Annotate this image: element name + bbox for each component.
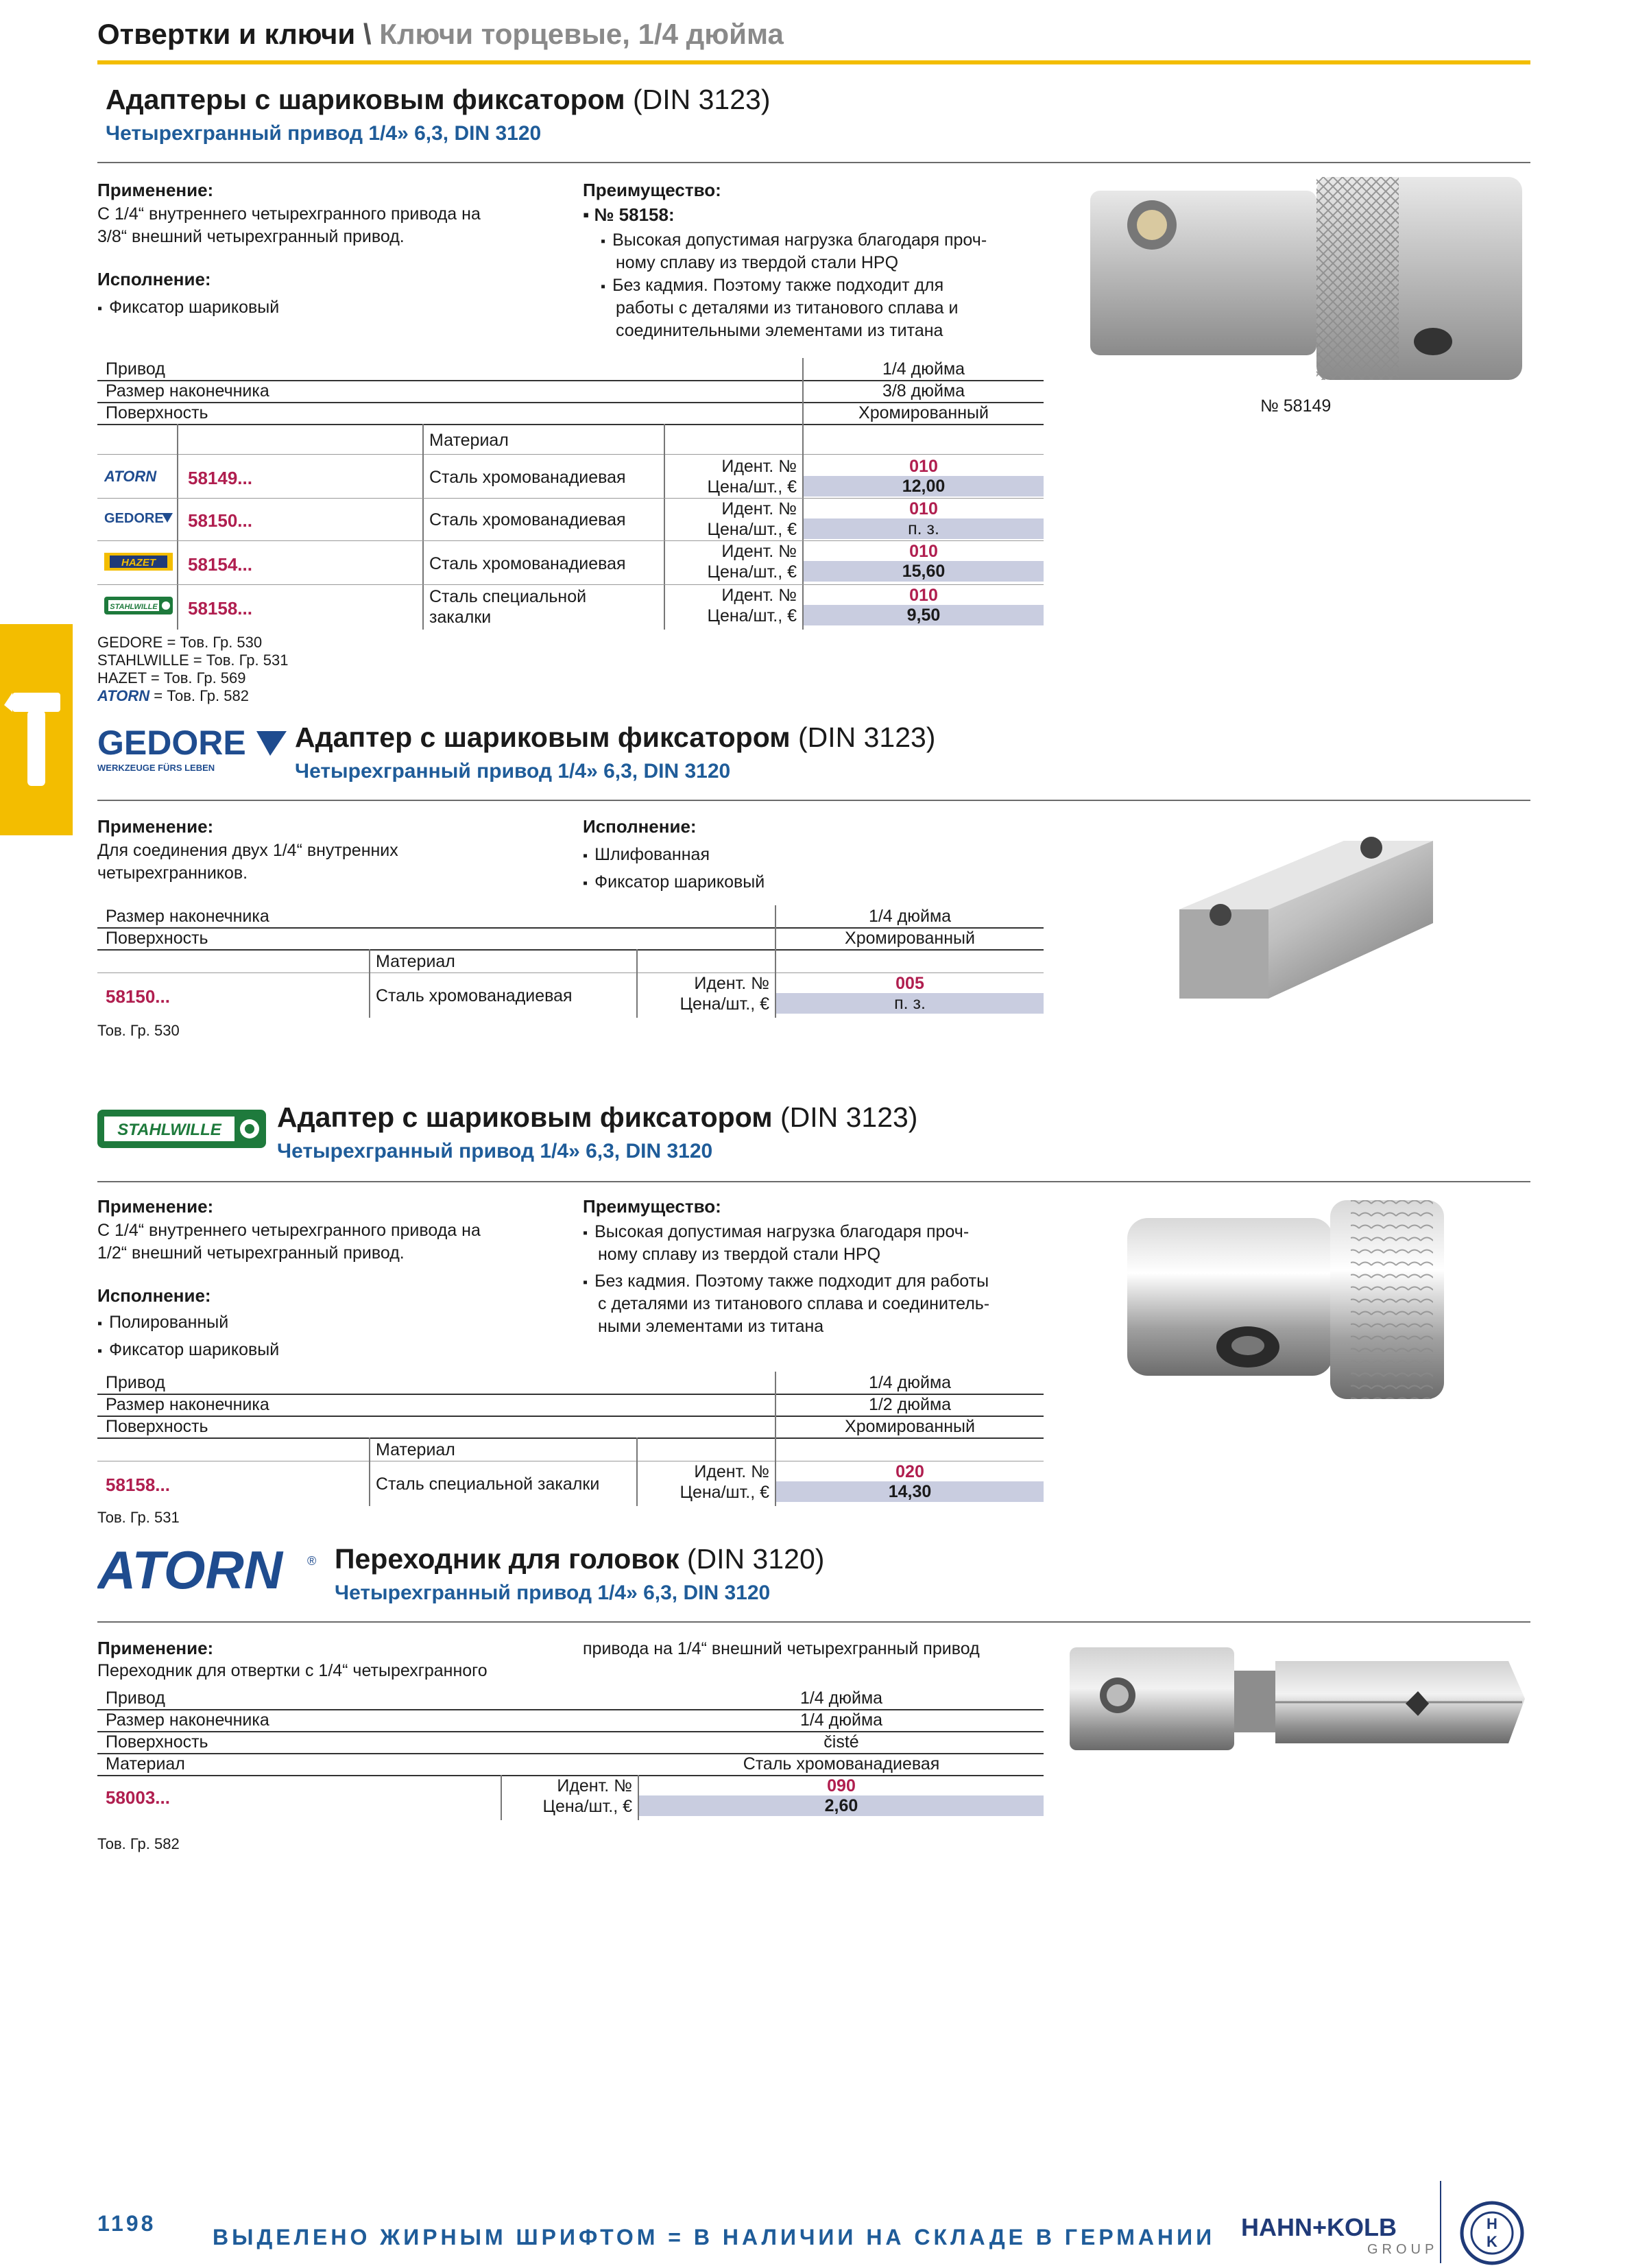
- s3-adv-item-2a: ▪ Без кадмия. Поэтому также подходит для работы: [583, 1270, 989, 1294]
- gedore-adapter-photo: [1166, 820, 1440, 1019]
- s1-footnote-4-text: = Тов. Гр. 582: [149, 687, 249, 704]
- s1-photo-caption: № 58149: [1260, 396, 1332, 416]
- s4-footnote: Тов. Гр. 582: [97, 1835, 180, 1852]
- s2-title: [295, 721, 935, 754]
- stahlwille-logo-small: [104, 595, 173, 616]
- s3-surface-label: Поверхность: [106, 1417, 208, 1436]
- s1-tip-label: Размер наконечника: [106, 381, 269, 401]
- atorn-logo: [97, 1544, 324, 1599]
- s4-tip-label: Размер наконечника: [106, 1710, 269, 1730]
- s3-title-din: (DIN 3123): [780, 1101, 918, 1133]
- s1-title: [106, 84, 770, 116]
- s4-title: [335, 1543, 824, 1575]
- s2-app-text-2: четырехгранников.: [97, 863, 248, 883]
- s4-surface-label: Поверхность: [106, 1732, 208, 1752]
- s2-price-label: Цена/шт., €: [679, 994, 769, 1014]
- s1-spec-table: [97, 358, 1044, 632]
- s1-drive-label: Привод: [106, 359, 165, 379]
- s1-exec-item: ▪ Фиксатор шариковый: [97, 296, 279, 320]
- s4-drive-value: 1/4 дюйма: [799, 1688, 883, 1708]
- s1-footnote-3: HAZET = Тов. Гр. 569: [97, 669, 246, 687]
- s3-title-bold: Адаптер с шариковым фиксатором: [277, 1101, 773, 1133]
- stock-note: ВЫДЕЛЕНО ЖИРНЫМ ШРИФТОМ = В НАЛИЧИИ НА СКЛАДЕ В ГЕРМАНИИ: [213, 2225, 1216, 2249]
- s1-row3-price-label: Цена/шт., €: [707, 562, 797, 582]
- s1-row1-id: 010: [909, 457, 938, 476]
- s3-app-text-1: С 1/4“ внутреннего четырехгранного привода на: [97, 1221, 481, 1240]
- s3-material: Сталь специальной закалки: [376, 1475, 600, 1494]
- s1-row2-price: п. з.: [804, 518, 1044, 539]
- page-header: [97, 18, 784, 51]
- s1-title-din: (DIN 3123): [632, 84, 771, 115]
- hammer-icon: [0, 624, 73, 835]
- gedore-logo-small: [104, 509, 173, 529]
- s1-adv-item-2a: ▪ Без кадмия. Поэтому также подходит для: [601, 274, 943, 298]
- s4-title-bold: Переходник для головок: [335, 1543, 679, 1575]
- s1-row3-price: 15,60: [804, 561, 1044, 582]
- s3-tip-value: 1/2 дюйма: [868, 1395, 952, 1414]
- s1-row1-ident-label: Идент. №: [721, 457, 797, 476]
- s1-app-text-2: 3/8“ внешний четырехгранный привод.: [97, 227, 405, 246]
- s1-row4-material-2: закалки: [429, 608, 492, 627]
- s1-row2-price-label: Цена/шт., €: [707, 520, 797, 539]
- s2-spec-table: [97, 905, 1044, 1015]
- s4-material-value: Сталь хромованадиевая: [743, 1754, 940, 1774]
- s2-article[interactable]: 58150...: [106, 986, 170, 1007]
- hahn-kolb-emblem-icon: [1458, 2200, 1526, 2266]
- svg-text:®: ®: [307, 1554, 317, 1568]
- s1-row4-ident-label: Идент. №: [721, 586, 797, 605]
- s3-adv-item-2b: с деталями из титанового сплава и соединитель-: [598, 1294, 990, 1313]
- s2-title-bold: Адаптер с шариковым фиксатором: [295, 721, 791, 753]
- s1-row2-article[interactable]: 58150...: [188, 510, 252, 531]
- s4-id: 090: [827, 1776, 856, 1795]
- gedore-logo: [97, 726, 287, 776]
- s3-exec-item-2: ▪ Фиксатор шариковый: [97, 1339, 279, 1363]
- s1-drive-value: 1/4 дюйма: [882, 359, 965, 379]
- s3-app-label: Применение:: [97, 1196, 214, 1217]
- s4-drive-label: Привод: [106, 1688, 165, 1708]
- s1-row2-id: 010: [909, 499, 938, 518]
- s3-footnote: Тов. Гр. 531: [97, 1509, 180, 1526]
- s1-footnote-4: [97, 687, 249, 705]
- s3-surface-value: Хромированный: [845, 1417, 975, 1436]
- s1-row3-id: 010: [909, 542, 938, 561]
- s1-adv-item-1b: ному сплаву из твердой стали HPQ: [616, 253, 899, 272]
- s4-app-label: Применение:: [97, 1638, 214, 1658]
- s3-rule: [97, 1181, 1530, 1182]
- s3-title: [277, 1101, 917, 1134]
- gedore-tagline: WERKZEUGE FÜRS LEBEN: [97, 763, 215, 773]
- s1-adv-label: Преимущество:: [583, 180, 721, 200]
- s4-app-text-2: привода на 1/4“ внешний четырехгранный привод: [583, 1639, 980, 1658]
- s1-row4-price: 9,50: [804, 605, 1044, 625]
- s2-exec-item-2: ▪ Фиксатор шариковый: [583, 871, 765, 895]
- s3-adv-item-1a: ▪ Высокая допустимая нагрузка благодаря проч-: [583, 1221, 969, 1245]
- s4-subtitle: Четырехгранный привод 1/4» 6,3, DIN 3120: [335, 1581, 771, 1604]
- s3-exec-label: Исполнение:: [97, 1285, 211, 1306]
- adapter-58149-photo: [1083, 177, 1522, 383]
- s1-material-header: Материал: [429, 431, 509, 450]
- s3-price-label: Цена/шт., €: [679, 1483, 769, 1502]
- stahlwille-adapter-photo: [1124, 1197, 1447, 1403]
- s1-adv-number: ▪ № 58158:: [583, 204, 675, 225]
- group-text: GROUP: [1367, 2242, 1439, 2256]
- s1-row2-material: Сталь хромованадиевая: [429, 510, 626, 529]
- atorn-logo-small: [104, 468, 173, 484]
- s2-app-text-1: Для соединения двух 1/4“ внутренних: [97, 841, 398, 860]
- s4-material-label: Материал: [106, 1754, 185, 1774]
- s1-row4-material-1: Сталь специальной: [429, 587, 587, 606]
- side-tab: [0, 624, 73, 835]
- s2-exec-label: Исполнение:: [583, 816, 697, 837]
- s4-price-label: Цена/шт., €: [542, 1797, 632, 1816]
- s1-footnote-1: GEDORE = Тов. Гр. 530: [97, 634, 263, 651]
- s1-surface-label: Поверхность: [106, 403, 208, 422]
- s3-adv-item-2c: ными элементами из титана: [598, 1317, 824, 1336]
- s3-ident-label: Идент. №: [694, 1462, 769, 1481]
- s2-rule: [97, 800, 1530, 801]
- svg-text:H: H: [1487, 2215, 1497, 2232]
- s1-row2-ident-label: Идент. №: [721, 499, 797, 518]
- page-number: 1198: [97, 2211, 156, 2236]
- s2-price: п. з.: [776, 993, 1044, 1014]
- s4-ident-label: Идент. №: [557, 1776, 632, 1795]
- svg-text:K: K: [1487, 2233, 1497, 2250]
- s3-tip-label: Размер наконечника: [106, 1395, 269, 1414]
- header-category: Отвертки и ключи: [97, 18, 356, 50]
- s3-subtitle: Четырехгранный привод 1/4» 6,3, DIN 3120: [277, 1140, 713, 1162]
- s1-adv-item-1a: ▪ Высокая допустимая нагрузка благодаря проч-: [601, 229, 987, 253]
- header-rule: [97, 60, 1530, 64]
- s2-footnote: Тов. Гр. 530: [97, 1022, 180, 1039]
- footer-divider: [1440, 2181, 1441, 2263]
- s3-drive-label: Привод: [106, 1373, 165, 1392]
- s3-article[interactable]: 58158...: [106, 1475, 170, 1495]
- svg-text:ATORN: ATORN: [97, 1544, 283, 1599]
- svg-text:ATORN: ATORN: [104, 468, 157, 484]
- s2-tip-label: Размер наконечника: [106, 907, 269, 926]
- s3-drive-value: 1/4 дюйма: [868, 1373, 952, 1392]
- s2-subtitle: Четырехгранный привод 1/4» 6,3, DIN 3120: [295, 760, 731, 783]
- s2-exec-item-1: ▪ Шлифованная: [583, 844, 710, 868]
- s1-row3-ident-label: Идент. №: [721, 542, 797, 561]
- s4-title-din: (DIN 3120): [686, 1543, 825, 1575]
- s1-footnote-2: STAHLWILLE = Тов. Гр. 531: [97, 652, 289, 669]
- s1-row4-article[interactable]: 58158...: [188, 598, 252, 619]
- s4-price: 2,60: [639, 1795, 1044, 1816]
- svg-text:HAZET: HAZET: [121, 557, 156, 569]
- s2-tip-value: 1/4 дюйма: [868, 907, 952, 926]
- svg-text:STAHLWILLE: STAHLWILLE: [117, 1121, 221, 1139]
- s3-adv-item-1b: ному сплаву из твердой стали HPQ: [598, 1245, 881, 1264]
- s3-app-text-2: 1/2“ внешний четырехгранный привод.: [97, 1243, 405, 1263]
- atorn-logo-footnote: ATORN: [97, 687, 150, 704]
- header-subcategory: Ключи торцевые, 1/4 дюйма: [379, 18, 784, 50]
- s2-title-din: (DIN 3123): [797, 721, 936, 753]
- s2-material: Сталь хромованадиевая: [376, 986, 573, 1005]
- s3-material-header: Материал: [376, 1440, 455, 1459]
- s1-row1-price: 12,00: [804, 476, 1044, 497]
- s1-subtitle: Четырехгранный привод 1/4» 6,3, DIN 3120: [106, 122, 542, 145]
- s1-row1-article[interactable]: 58149...: [188, 468, 252, 488]
- s1-app-label: Применение:: [97, 180, 214, 200]
- hahn-kolb-text: HAHN+KOLB: [1241, 2213, 1397, 2241]
- s2-surface-label: Поверхность: [106, 929, 208, 948]
- s3-id: 020: [895, 1462, 924, 1481]
- s1-exec-label: Исполнение:: [97, 269, 211, 289]
- svg-text:GEDORE: GEDORE: [104, 511, 164, 526]
- s1-adv-item-2b: работы с деталями из титанового сплава и: [616, 298, 959, 318]
- s1-row3-material: Сталь хромованадиевая: [429, 554, 626, 573]
- s4-rule: [97, 1621, 1530, 1623]
- s4-app-text-1: Переходник для отвертки с 1/4“ четырехгранного: [97, 1661, 488, 1680]
- s1-row4-id: 010: [909, 586, 938, 605]
- svg-text:STAHLWILLE: STAHLWILLE: [110, 603, 158, 611]
- s3-exec-item-1: ▪ Полированный: [97, 1311, 228, 1335]
- s1-app-text-1: С 1/4“ внутреннего четырехгранного привода на: [97, 204, 481, 224]
- s1-adv-no: № 58158:: [594, 204, 675, 225]
- s3-price: 14,30: [776, 1481, 1044, 1502]
- s1-row1-price-label: Цена/шт., €: [707, 477, 797, 497]
- s1-row1-material: Сталь хромованадиевая: [429, 468, 626, 487]
- s2-id: 005: [895, 974, 924, 993]
- s1-surface-value: Хромированный: [858, 403, 989, 422]
- s2-material-header: Материал: [376, 952, 455, 971]
- s3-adv-label: Преимущество:: [583, 1196, 721, 1217]
- stahlwille-logo: [97, 1106, 266, 1154]
- s2-app-label: Применение:: [97, 816, 214, 837]
- s3-spec-table: [97, 1372, 1044, 1509]
- atorn-adapter-photo: [1070, 1640, 1529, 1757]
- s2-ident-label: Идент. №: [694, 974, 769, 993]
- header-separator: \: [363, 18, 372, 50]
- s1-title-bold: Адаптеры с шариковым фиксатором: [106, 84, 625, 115]
- svg-text:GEDORE: GEDORE: [97, 726, 246, 762]
- s1-row4-price-label: Цена/шт., €: [707, 606, 797, 625]
- s4-spec-table: [97, 1687, 1044, 1824]
- s1-tip-value: 3/8 дюйма: [882, 381, 965, 401]
- s2-surface-value: Хромированный: [845, 929, 975, 948]
- s1-adv-item-2c: соединительными элементами из титана: [616, 321, 943, 340]
- s4-tip-value: 1/4 дюйма: [799, 1710, 883, 1730]
- hazet-logo-small: [104, 551, 173, 572]
- s1-rule: [97, 162, 1530, 163]
- s4-surface-value: čisté: [823, 1732, 859, 1752]
- s1-row3-article[interactable]: 58154...: [188, 554, 252, 575]
- s4-article[interactable]: 58003...: [106, 1787, 170, 1808]
